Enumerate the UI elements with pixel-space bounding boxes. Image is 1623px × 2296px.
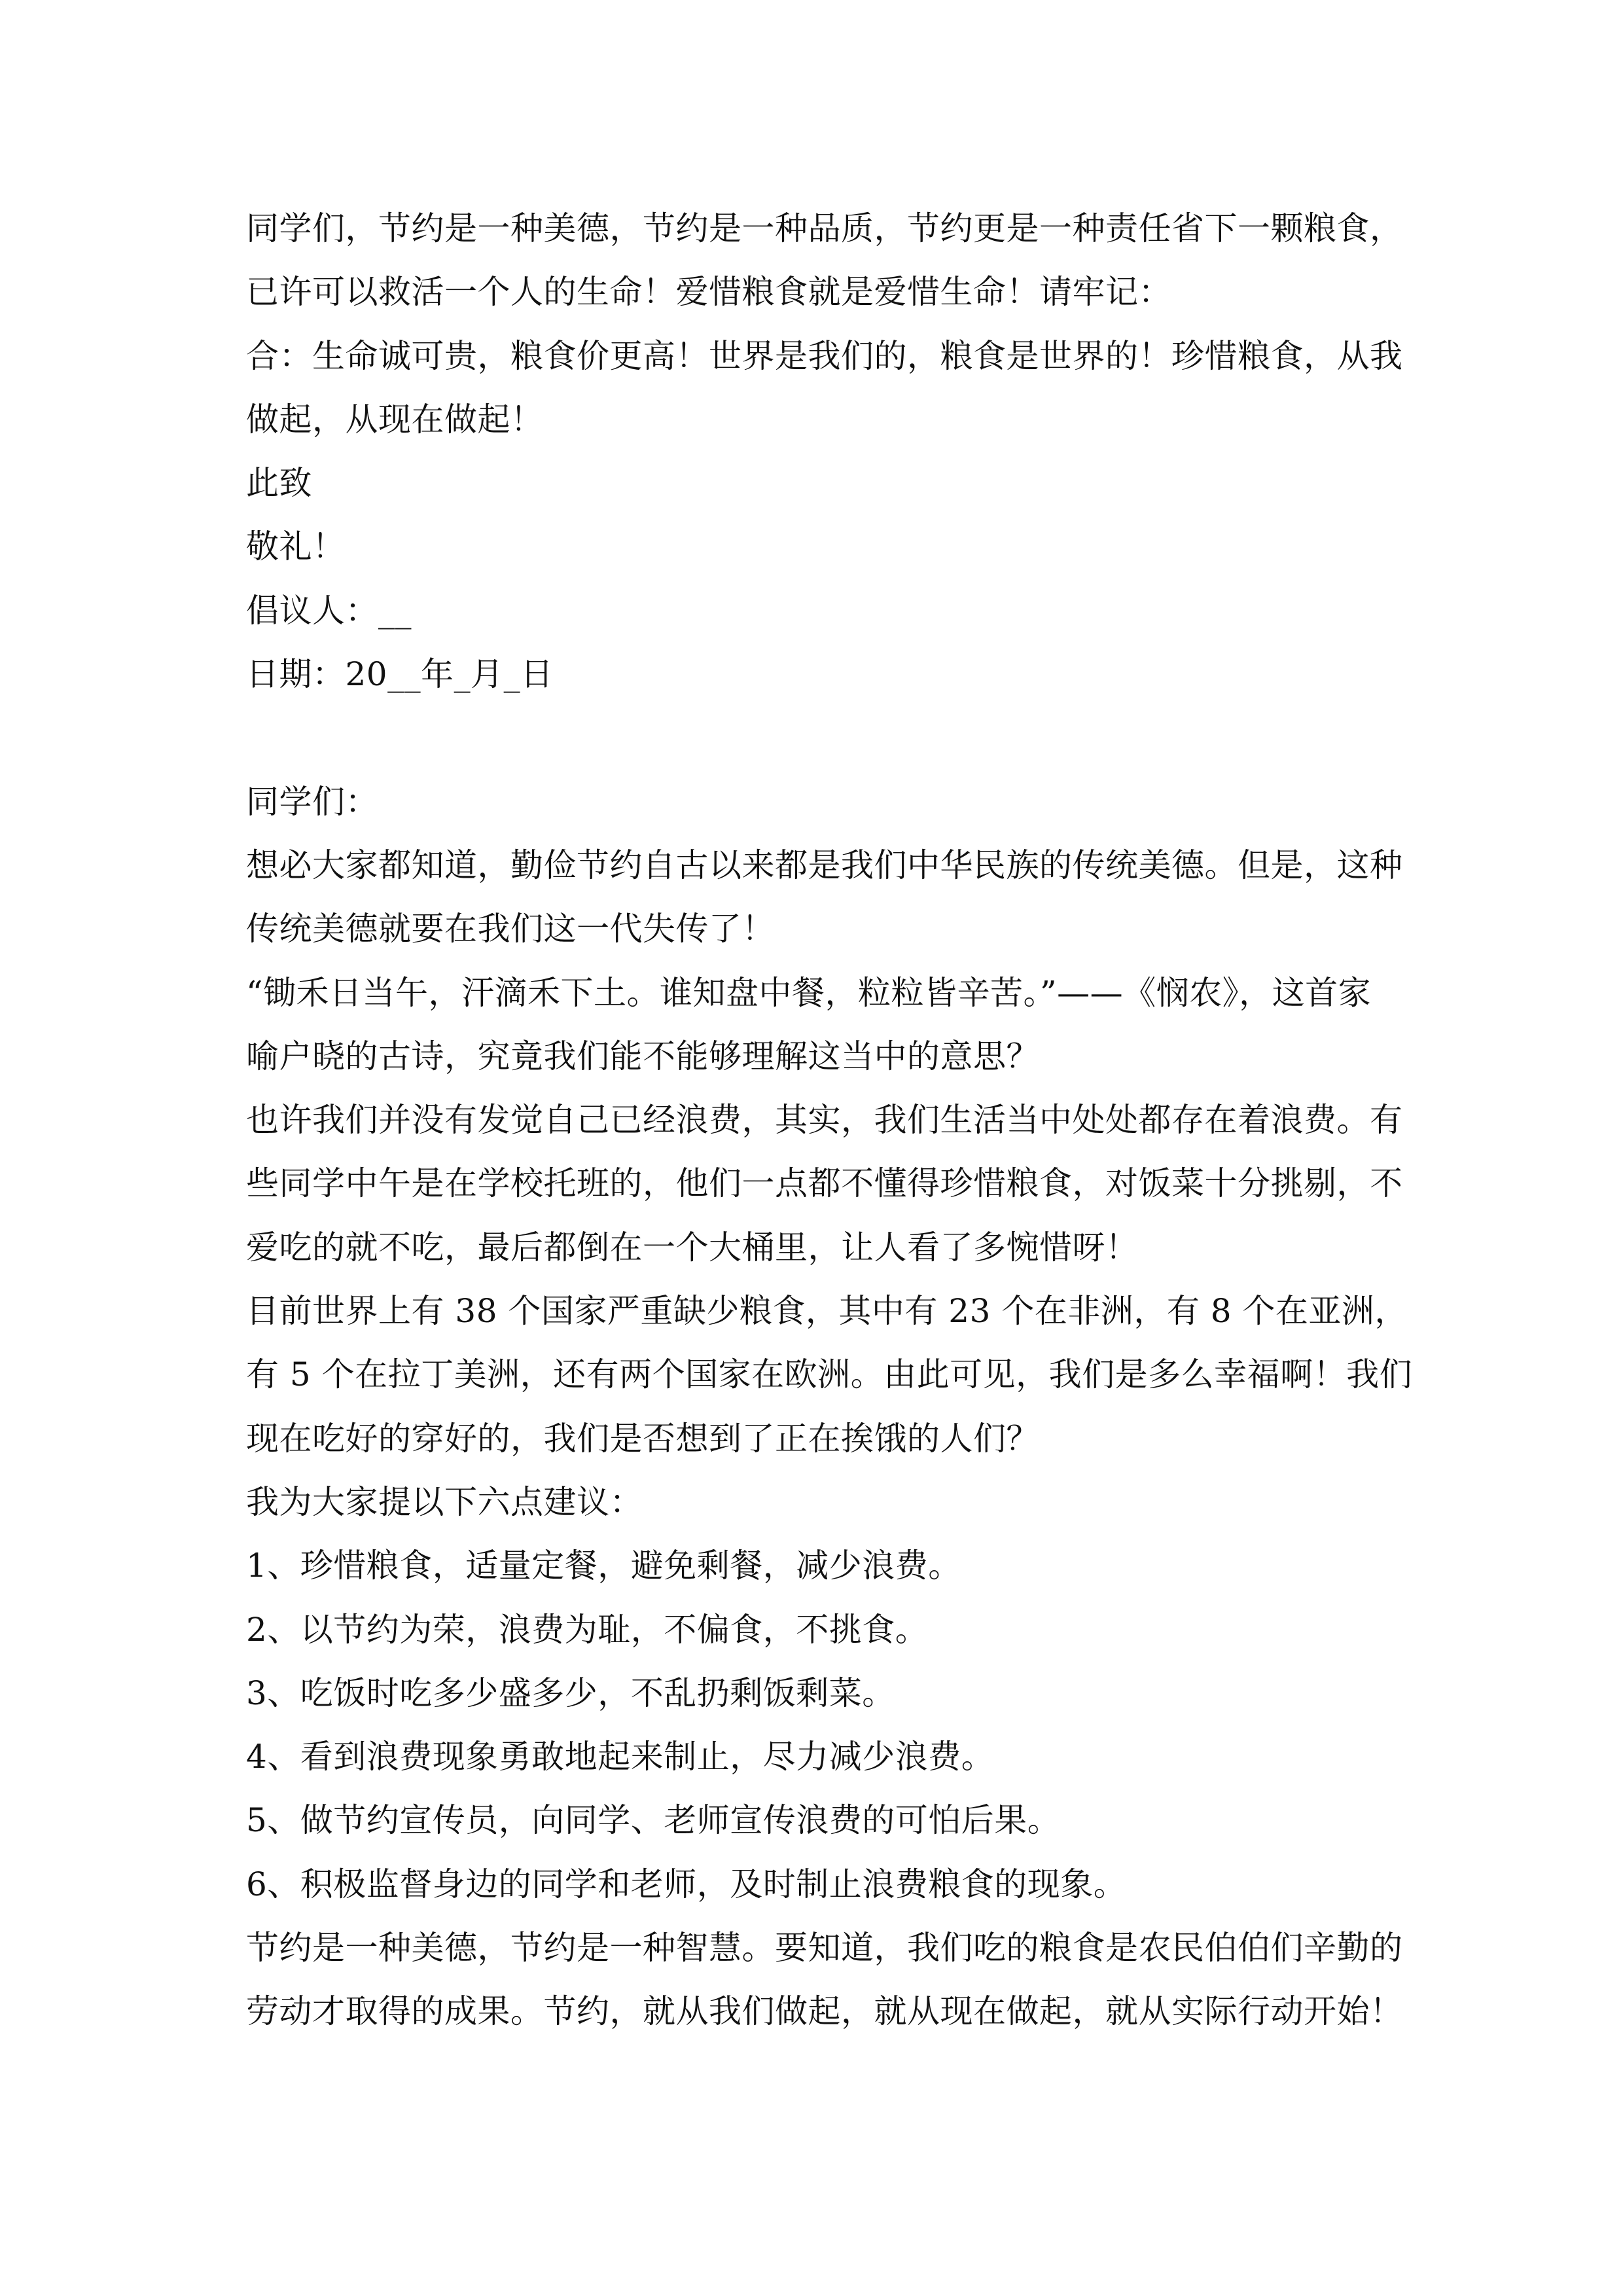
text-line: 传统美德就要在我们这一代失传了！ [246, 910, 775, 948]
closing-regards: 敬礼！ [246, 528, 346, 566]
document-body [246, 197, 1413, 2044]
text-line: 我为大家提以下六点建议： [246, 1482, 643, 1521]
suggestion-item: 6、积极监督身边的同学和老师，及时制止浪费粮食的现象。 [246, 1865, 1127, 1903]
text-line: 现在吃好的穿好的，我们是否想到了正在挨饿的人们？ [246, 1419, 1039, 1458]
text-line: 目前世界上有 38 个国家严重缺少粮食，其中有 23 个在非洲，有 8 个在亚洲， [246, 1292, 1408, 1331]
greeting-line: 同学们： [246, 782, 378, 821]
suggestion-item: 5、做节约宣传员，向同学、老师宣传浪费的可怕后果。 [246, 1801, 1061, 1840]
suggestion-item: 1、珍惜粮食，适量定餐，避免剩餐，减少浪费。 [246, 1547, 961, 1585]
text-line: 些同学中午是在学校托班的，他们一点都不懂得珍惜粮食，对饭菜十分挑剔，不 [246, 1164, 1403, 1203]
text-line: 劳动才取得的成果。节约，就从我们做起，就从现在做起，就从实际行动开始！ [246, 1992, 1403, 2031]
suggestion-item: 4、看到浪费现象勇敢地起来制止，尽力减少浪费。 [246, 1738, 995, 1776]
text-line: 节约是一种美德，节约是一种智慧。要知道，我们吃的粮食是农民伯伯们辛勤的 [246, 1929, 1403, 1967]
text-line: 喻户晓的古诗，究竟我们能不能够理解这当中的意思？ [246, 1037, 1039, 1075]
text-line: 想必大家都知道，勤俭节约自古以来都是我们中华民族的传统美德。但是，这种 [246, 846, 1403, 884]
date-line: 日期：20__年_月_日 [246, 655, 554, 694]
section-gap [246, 706, 1398, 770]
text-line: 合：生命诚可贵，粮食价更高！世界是我们的，粮食是世界的！珍惜粮食，从我 [246, 336, 1403, 375]
text-line: 爱吃的就不吃，最后都倒在一个大桶里，让人看了多惋惜呀！ [246, 1228, 1139, 1266]
text-line: 已许可以救活一个人的生命！爱惜粮食就是爱惜生命！请牢记： [246, 273, 1171, 312]
proposer-line: 倡议人：__ [246, 591, 412, 630]
suggestion-item: 2、以节约为荣，浪费为耻，不偏食，不挑食。 [246, 1610, 929, 1649]
text-line: 也许我们并没有发觉自己已经浪费，其实，我们生活当中处处都存在着浪费。有 [246, 1101, 1403, 1139]
text-line: 做起，从现在做起！ [246, 400, 544, 439]
text-line: 同学们，节约是一种美德，节约是一种品质，节约更是一种责任省下一颗粮食， [246, 209, 1403, 247]
text-line: 有 5 个在拉丁美洲，还有两个国家在欧洲。由此可见，我们是多么幸福啊！我们 [246, 1355, 1413, 1394]
closing-salutation: 此致 [246, 464, 312, 503]
text-line: “锄禾日当午，汗滴禾下土。谁知盘中餐，粒粒皆辛苦。”——《悯农》，这首家 [246, 973, 1372, 1012]
suggestion-item: 3、吃饭时吃多少盛多少，不乱扔剩饭剩菜。 [246, 1674, 895, 1712]
